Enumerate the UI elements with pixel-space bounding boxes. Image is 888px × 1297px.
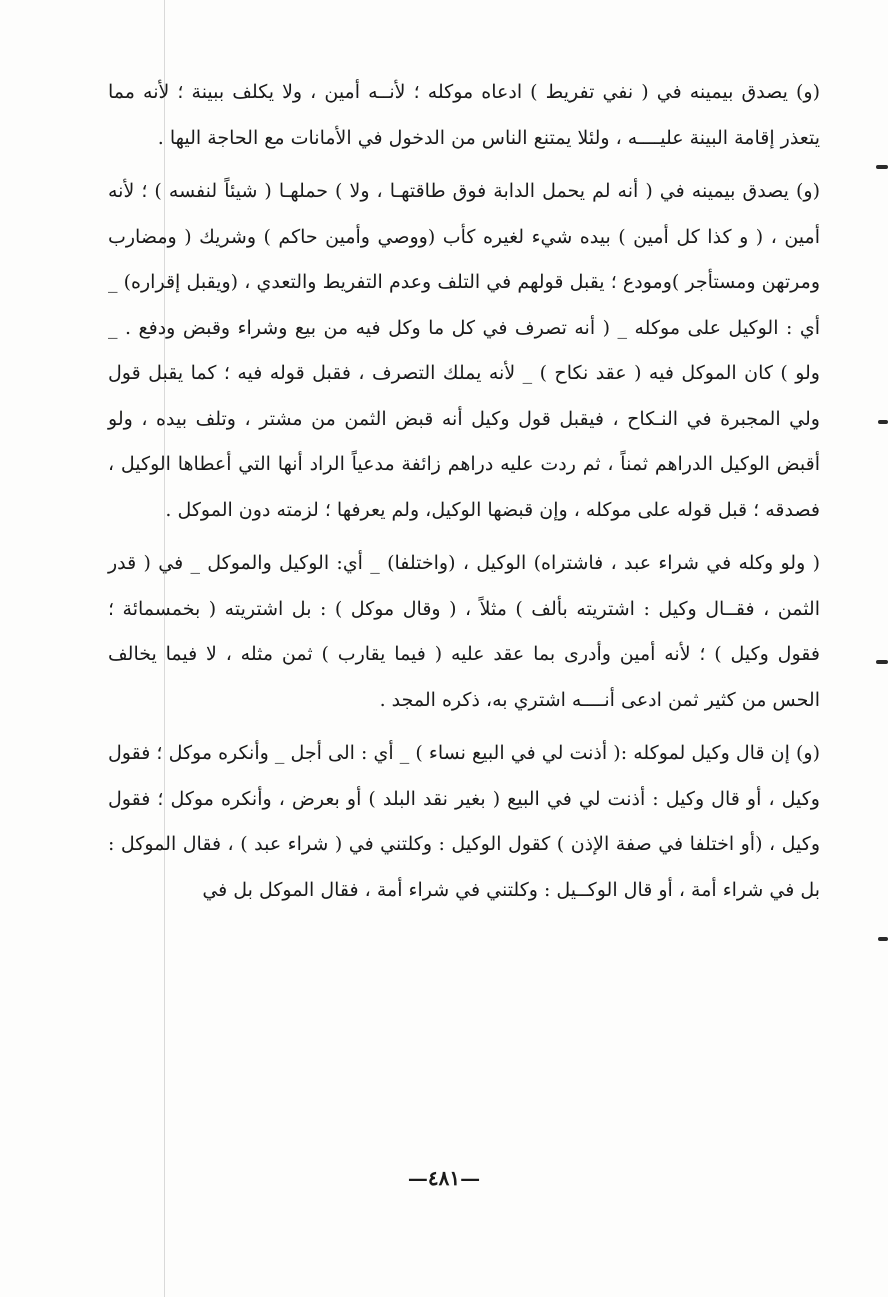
- page-number: —٤٨١—: [407, 1166, 481, 1190]
- paragraph-3: ( ولو وكله في شراء عبد ، فاشتراه) الوكيل ، (واختلفا) _ أي: الوكيل والموكل _ في ( قدر الثمن ، فقــال وكيل : اشتريته بألف ) مثلاً ، ( وقال موكل ) : بل اشتريته ( بخمسمائة ؛ فقول وكيل ) ؛ لأنه أمين وأدرى بما عقد عليه ( فيما يقارب ) ثمن مثله ، لا فيما يخالف الحس من كثير ثمن ادعى أنــــه اشتري به، ذكره المجد .: [108, 552, 820, 711]
- paragraph-4: (و) إن قال وكيل لموكله :( أذنت لي في البيع نساء ) _ أي : الى أجل _ وأنكره موكل ؛ فقول وكيل ، أو قال وكيل : أذنت لي في البيع ( بغير نقد البلد ) أو بعرض ، وأنكره موكل ؛ فقول وكيل ، (أو اختلفا في صفة الإذن ) كقول الوكيل : وكلتني في ( شراء عبد ) ، فقال الموكل : بل في شراء أمة ، أو قال الوكــيل : وكلتني في شراء أمة ، فقال الموكل بل في: [108, 742, 820, 901]
- margin-mark: [876, 660, 888, 664]
- margin-mark: [876, 165, 888, 169]
- paragraph-2: (و) يصدق بيمينه في ( أنه لم يحمل الدابة فوق طاقتهـا ، ولا ) حملهـا ( شيئاً لنفسه ) ؛ لأنه أمين ، ( و كذا كل أمين ) بيده شيء لغيره كأب (ووصي وأمين حاكم ) وشريك ( ومضارب ومرتهن ومستأجر )ومودع ؛ يقبل قولهم في التلف وعدم التفريط والتعدي ، (ويقبل إقراره) _ أي : الوكيل على موكله _ ( أنه تصرف في كل ما وكل فيه من بيع وشراء وقبض ودفع . _ ولو ) كان الموكل فيه ( عقد نكاح ) _ لأنه يملك التصرف ، فقبل قوله فيه ؛ كما يقبل قول ولي المجبرة في النـكاح ، فيقبل قول وكيل أنه قبض الثمن من مشتر ، وتلف بيده ، ولو أقبض الوكيل الدراهم ثمناً ، ثم ردت عليه دراهم زائفة مدعياً الراد أنها التي أعطاها الوكيل ، فصدقه ؛ قبل قوله على موكله ، وإن قبضها الوكيل، ولم يعرفها ؛ لزمته دون الموكل .: [108, 180, 820, 521]
- margin-mark: [878, 420, 888, 424]
- paragraph-1: (و) يصدق بيمينه في ( نفي تفريط ) ادعاه موكله ؛ لأنــه أمين ، ولا يكلف ببينة ؛ لأنه مما يتعذر إقامة البينة عليــــه ، ولئلا يمتنع الناس من الدخول في الأمانات مع الحاجة اليها .: [108, 81, 820, 149]
- page-body-text: [108, 70, 820, 913]
- margin-mark: [878, 937, 888, 941]
